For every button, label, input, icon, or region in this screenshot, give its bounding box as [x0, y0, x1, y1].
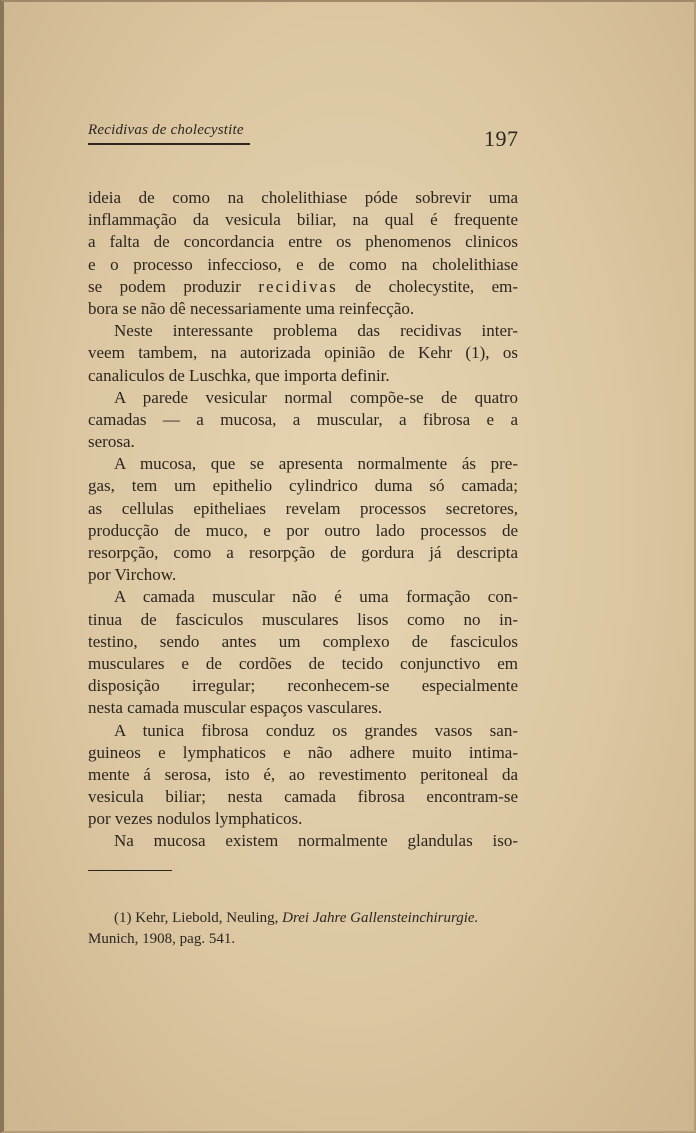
text-line: bora se não dê necessariamente uma reinfecção. [88, 298, 415, 318]
footnote-line: Munich, 1908, pag. 541. [88, 931, 236, 947]
text-line: por vezes nodulos lymphaticos. [88, 809, 303, 829]
text-fragment: de cholecystite, em- [337, 276, 518, 296]
text-line: as cellulas epitheliaes revelam processos secretores, [88, 498, 518, 518]
text-line: Neste interessante problema das recidivas inter- [114, 321, 518, 341]
text-line: e o processo infeccioso, e de como na cholelithiase [88, 254, 518, 274]
text-line: guineos e lymphaticos e não adhere muito intima- [88, 742, 518, 762]
text-line: vesicula biliar; nesta camada fibrosa encontram-se [88, 787, 518, 807]
footnote-title: Drei Jahre Gallensteinchirurgie. [282, 910, 479, 926]
text-line: disposição irregular; reconhecem-se especialmente [88, 676, 518, 696]
footnote-marker: (1) [114, 910, 132, 926]
text-line: a falta de concordancia entre os phenomenos clinicos [88, 232, 518, 252]
text-line: tinua de fasciculos musculares lisos como no in- [88, 609, 518, 629]
text-line: producção de muco, e por outro lado processos de [88, 520, 518, 540]
text-line: A camada muscular não é uma formação con- [114, 587, 518, 607]
text-line: camadas — a mucosa, a muscular, a fibrosa e a [88, 409, 518, 429]
text-line: gas, tem um epithelio cylindrico duma só camada; [88, 476, 518, 496]
text-line: A mucosa, que se apresenta normalmente ás pre- [114, 454, 518, 474]
text-line: veem tambem, na autorizada opinião de Kehr (1), os [88, 343, 518, 363]
text-line: nesta camada muscular espaços vasculares. [88, 698, 383, 718]
text-line: ideia de como na cholelithiase póde sobrevir uma [88, 188, 518, 207]
text-line: canaliculos de Luschka, que importa definir. [88, 365, 390, 385]
text-line: mente á serosa, isto é, ao revestimento peritoneal da [88, 764, 518, 784]
text-line: Na mucosa existem normalmente glandulas iso- [114, 831, 518, 851]
text-line: testino, sendo antes um complexo de fasciculos [88, 631, 518, 651]
text-fragment: se podem produzir [88, 276, 259, 296]
footnote-divider [88, 870, 172, 871]
footnote [88, 908, 518, 950]
text-line: resorpção, como a resorpção de gordura já descripta [88, 543, 518, 562]
text-line: por Virchow. [88, 565, 177, 585]
spaced-emphasis: recidivas [258, 276, 338, 296]
running-head: Recidivas de cholecystite [88, 122, 250, 145]
body-text [88, 187, 518, 853]
text-line: serosa. [88, 432, 135, 452]
text-line [88, 276, 518, 298]
page-number: 197 [484, 126, 519, 151]
text-line: inflammação da vesicula biliar, na qual é frequente [88, 210, 518, 230]
text-line: A tunica fibrosa conduz os grandes vasos san- [114, 720, 518, 740]
text-line: musculares e de cordões de tecido conjunctivo em [88, 653, 518, 673]
text-line: A parede vesicular normal compõe-se de quatro [114, 387, 518, 407]
footnote-line [88, 908, 518, 929]
footnote-authors: Kehr, Liebold, Neuling, [131, 910, 283, 926]
